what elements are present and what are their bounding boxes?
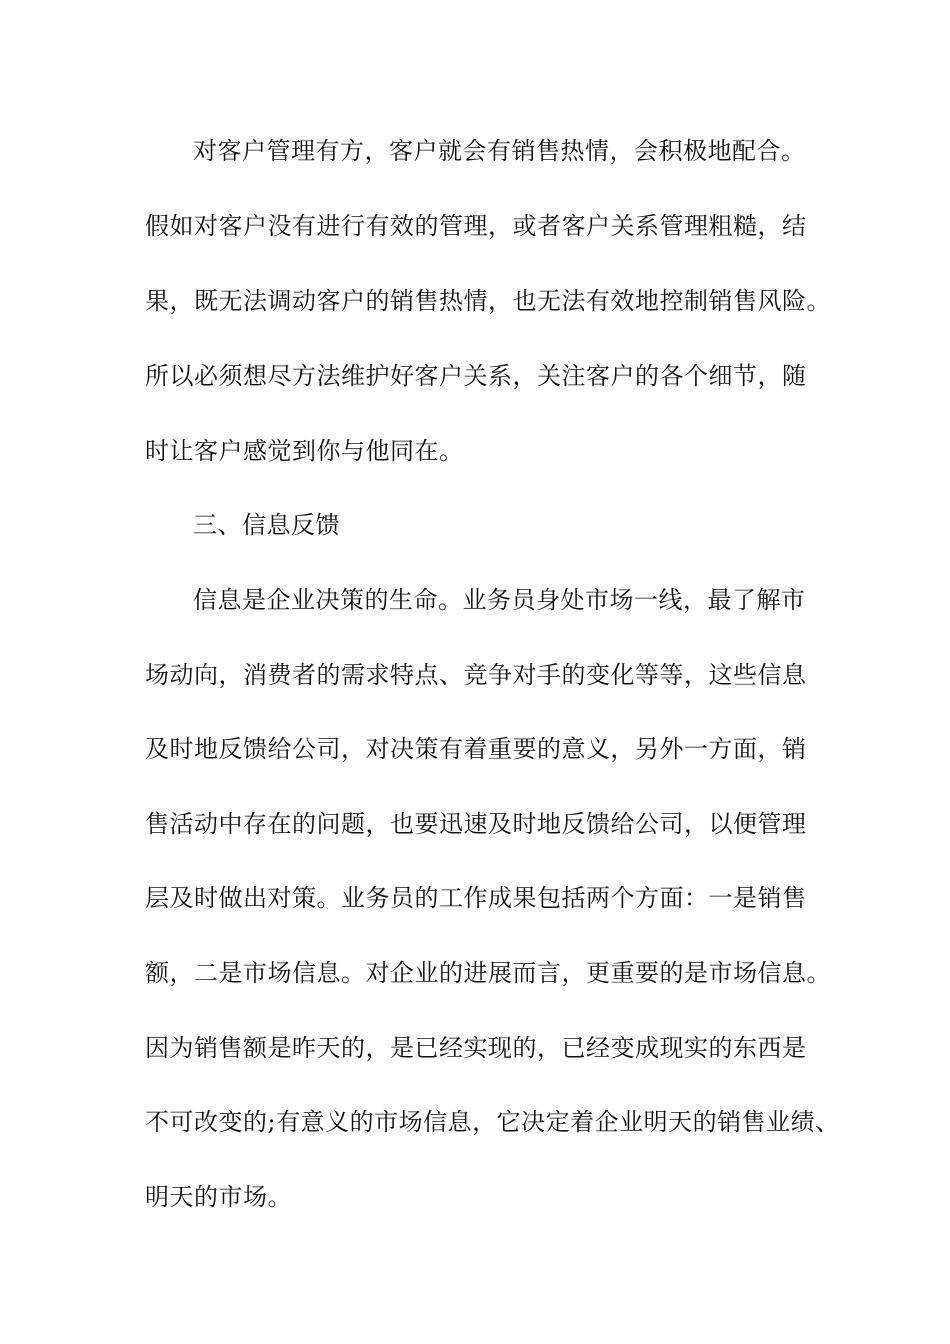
paragraph-line: 不可改变的;有意义的市场信息，它决定着企业明天的销售业绩、 — [145, 1108, 840, 1136]
paragraph-line: 时让客户感觉到你与他同在。 — [145, 437, 464, 465]
paragraph-line: 层及时做出对策。业务员的工作成果包括两个方面：一是销售 — [145, 884, 807, 912]
paragraph-line: 及时地反馈给公司，对决策有着重要的意义，另外一方面，销 — [145, 735, 807, 763]
section-heading: 三、信息反馈 — [193, 511, 340, 539]
paragraph-line: 售活动中存在的问题，也要迅速及时地反馈给公司，以便管理 — [145, 810, 807, 838]
paragraph-line: 对客户管理有方，客户就会有销售热情，会积极地配合。 — [193, 137, 806, 165]
paragraph-line: 额，二是市场信息。对企业的进展而言，更重要的是市场信息。 — [145, 959, 831, 987]
paragraph-line: 因为销售额是昨天的，是已经实现的，已经变成现实的东西是 — [145, 1034, 807, 1062]
paragraph-line: 假如对客户没有进行有效的管理，或者客户关系管理粗糙，结 — [145, 212, 807, 240]
paragraph-line: 所以必须想尽方法维护好客户关系，关注客户的各个细节，随 — [145, 362, 807, 390]
paragraph-line: 果，既无法调动客户的销售热情，也无法有效地控制销售风险。 — [145, 287, 831, 315]
paragraph-line: 信息是企业决策的生命。业务员身处市场一线，最了解市 — [193, 586, 806, 614]
paragraph-line: 场动向，消费者的需求特点、竞争对手的变化等等，这些信息 — [145, 661, 807, 689]
paragraph-line: 明天的市场。 — [145, 1183, 292, 1211]
